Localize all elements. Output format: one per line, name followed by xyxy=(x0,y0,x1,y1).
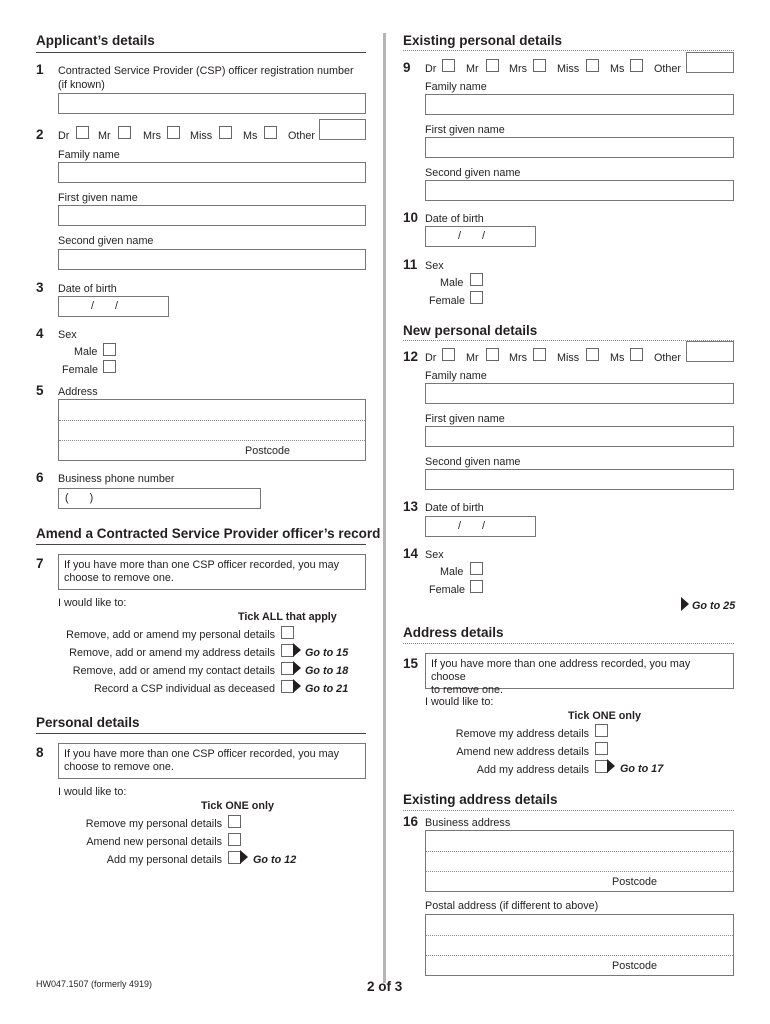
family-name-field[interactable] xyxy=(58,162,366,183)
second-given-name-label: Second given name xyxy=(58,235,154,247)
q13-number: 13 xyxy=(403,499,419,514)
title-mr-checkbox[interactable] xyxy=(486,59,499,72)
q15-number: 15 xyxy=(403,656,419,671)
male-label: Male xyxy=(74,346,98,358)
male-checkbox[interactable] xyxy=(470,273,483,286)
q15-option-remove-checkbox[interactable] xyxy=(595,724,608,737)
first-given-name-field[interactable] xyxy=(58,205,366,226)
date-of-birth-field[interactable] xyxy=(425,516,536,537)
title-other-field[interactable] xyxy=(686,341,734,362)
heading-rule xyxy=(36,52,366,53)
csp-registration-number-field[interactable] xyxy=(58,93,366,114)
go-to-arrow-icon xyxy=(293,661,301,675)
q15-note xyxy=(425,653,734,696)
title-other-field[interactable] xyxy=(686,52,734,73)
q7-note-line1: If you have more than one CSP officer recorded, you may xyxy=(64,559,340,571)
q8-note xyxy=(58,743,366,779)
title-mr-checkbox[interactable] xyxy=(486,348,499,361)
male-checkbox[interactable] xyxy=(470,562,483,575)
q8-would-like: I would like to: xyxy=(58,786,127,798)
heading-dotted-rule xyxy=(403,643,734,644)
q12-number: 12 xyxy=(403,349,419,364)
q14-number: 14 xyxy=(403,546,419,561)
family-name-field[interactable] xyxy=(425,383,734,404)
female-label: Female xyxy=(429,295,466,307)
new-personal-details-heading: New personal details xyxy=(403,323,538,338)
date-of-birth-label: Date of birth xyxy=(58,283,117,295)
go-to-arrow-icon xyxy=(293,643,301,657)
title-miss-checkbox[interactable] xyxy=(586,348,599,361)
business-phone-field[interactable] xyxy=(58,488,261,509)
date-of-birth-field[interactable] xyxy=(58,296,169,317)
title-dr-checkbox[interactable] xyxy=(76,126,89,139)
personal-details-heading: Personal details xyxy=(36,715,140,730)
female-checkbox[interactable] xyxy=(470,580,483,593)
page-number: 2 of 3 xyxy=(367,979,403,994)
title-dr-label: Dr xyxy=(425,63,437,75)
first-given-name-label: First given name xyxy=(425,124,505,136)
q8-option-add-label: Add my personal details xyxy=(106,854,222,866)
q15-option-add-label: Add my address details xyxy=(476,764,589,776)
family-name-label: Family name xyxy=(58,149,120,161)
business-address-label: Business address xyxy=(425,817,511,829)
title-ms-checkbox[interactable] xyxy=(264,126,277,139)
address-line-divider xyxy=(426,871,733,872)
title-mrs-label: Mrs xyxy=(143,130,161,142)
q8-goto-12: Go to 12 xyxy=(253,854,297,866)
go-to-arrow-icon xyxy=(607,759,615,773)
title-dr-checkbox[interactable] xyxy=(442,59,455,72)
title-dr-label: Dr xyxy=(58,130,70,142)
q7-option-personal-checkbox[interactable] xyxy=(281,626,294,639)
title-ms-checkbox[interactable] xyxy=(630,59,643,72)
title-miss-label: Miss xyxy=(190,130,213,142)
q7-option-personal-label: Remove, add or amend my personal details xyxy=(66,629,275,641)
title-mrs-checkbox[interactable] xyxy=(533,59,546,72)
q7-note-line2: choose to remove one. xyxy=(64,572,174,584)
q10-number: 10 xyxy=(403,210,419,225)
q7-goto-21: Go to 21 xyxy=(305,683,349,695)
female-checkbox[interactable] xyxy=(470,291,483,304)
male-checkbox[interactable] xyxy=(103,343,116,356)
title-other-label: Other xyxy=(654,63,682,75)
address-line-divider xyxy=(59,440,365,441)
female-checkbox[interactable] xyxy=(103,360,116,373)
title-ms-label: Ms xyxy=(610,63,625,75)
title-mr-label: Mr xyxy=(466,63,479,75)
business-address-field[interactable] xyxy=(425,830,734,892)
date-of-birth-label: Date of birth xyxy=(425,213,484,225)
address-field[interactable] xyxy=(58,399,366,461)
q14-goto-25: Go to 25 xyxy=(692,600,736,612)
q7-tick-instruction: Tick ALL that apply xyxy=(238,611,337,623)
date-of-birth-field[interactable] xyxy=(425,226,536,247)
first-given-name-field[interactable] xyxy=(425,137,734,158)
date-separator: / / xyxy=(458,520,485,532)
form-code: HW047.1507 (formerly 4919) xyxy=(36,979,153,989)
family-name-field[interactable] xyxy=(425,94,734,115)
q7-option-contact-label: Remove, add or amend my contact details xyxy=(72,665,275,677)
family-name-label: Family name xyxy=(425,370,487,382)
q7-note xyxy=(58,554,366,590)
q7-goto-15: Go to 15 xyxy=(305,647,349,659)
address-line-divider xyxy=(59,420,365,421)
q1-label-sub: (if known) xyxy=(58,79,105,91)
postcode-label: Postcode xyxy=(612,876,658,888)
date-separator: / / xyxy=(91,300,118,312)
q1-number: 1 xyxy=(36,62,44,77)
title-miss-checkbox[interactable] xyxy=(219,126,232,139)
title-mr-checkbox[interactable] xyxy=(118,126,131,139)
q15-would-like: I would like to: xyxy=(425,696,494,708)
title-other-label: Other xyxy=(288,130,316,142)
q16-number: 16 xyxy=(403,814,419,829)
postal-address-field[interactable] xyxy=(425,914,734,976)
q11-number: 11 xyxy=(403,257,418,272)
title-ms-label: Ms xyxy=(610,352,625,364)
existing-address-details-heading: Existing address details xyxy=(403,792,558,807)
male-label: Male xyxy=(440,566,464,578)
q15-note-line1: If you have more than one address recorded, you may choose xyxy=(431,658,691,683)
postcode-label: Postcode xyxy=(245,445,291,457)
sex-label: Sex xyxy=(425,549,444,561)
second-given-name-field[interactable] xyxy=(425,180,734,201)
title-miss-label: Miss xyxy=(557,63,580,75)
female-label: Female xyxy=(62,364,99,376)
column-divider xyxy=(383,33,386,983)
heading-rule xyxy=(36,544,366,545)
q8-option-amend-checkbox[interactable] xyxy=(228,833,241,846)
date-separator: / / xyxy=(458,230,485,242)
postal-address-label: Postal address (if different to above) xyxy=(425,900,599,912)
address-line-divider xyxy=(426,955,733,956)
heading-dotted-rule xyxy=(403,340,734,341)
q7-option-deceased-label: Record a CSP individual as deceased xyxy=(93,683,275,695)
q8-note-line1: If you have more than one CSP officer recorded, you may xyxy=(64,748,340,760)
first-given-name-label: First given name xyxy=(425,413,505,425)
address-label: Address xyxy=(58,386,98,398)
second-given-name-label: Second given name xyxy=(425,167,521,179)
second-given-name-field[interactable] xyxy=(58,249,366,270)
first-given-name-label: First given name xyxy=(58,192,138,204)
q7-number: 7 xyxy=(36,556,44,571)
q7-would-like: I would like to: xyxy=(58,597,127,609)
business-phone-label: Business phone number xyxy=(58,473,175,485)
title-dr-checkbox[interactable] xyxy=(442,348,455,361)
title-mrs-label: Mrs xyxy=(509,352,527,364)
q7-goto-18: Go to 18 xyxy=(305,665,349,677)
q1-label: Contracted Service Provider (CSP) officer registration number xyxy=(58,65,354,77)
heading-dotted-rule xyxy=(403,810,734,811)
q15-tick-instruction: Tick ONE only xyxy=(568,710,642,722)
title-miss-checkbox[interactable] xyxy=(586,59,599,72)
address-details-heading: Address details xyxy=(403,625,504,640)
second-given-name-label: Second given name xyxy=(425,456,521,468)
q8-number: 8 xyxy=(36,745,44,760)
q15-option-remove-label: Remove my address details xyxy=(455,728,589,740)
area-code-brackets: ( ) xyxy=(65,492,94,504)
title-mrs-checkbox[interactable] xyxy=(167,126,180,139)
postcode-label: Postcode xyxy=(612,960,658,972)
q3-number: 3 xyxy=(36,280,44,295)
go-to-arrow-icon xyxy=(293,679,301,693)
heading-rule xyxy=(36,733,366,734)
female-label: Female xyxy=(429,584,466,596)
q15-option-amend-label: Amend new address details xyxy=(456,746,589,758)
q5-number: 5 xyxy=(36,383,44,398)
title-mr-label: Mr xyxy=(98,130,111,142)
title-mrs-checkbox[interactable] xyxy=(533,348,546,361)
q2-number: 2 xyxy=(36,127,44,142)
second-given-name-field[interactable] xyxy=(425,469,734,490)
title-dr-label: Dr xyxy=(425,352,437,364)
q9-number: 9 xyxy=(403,60,411,75)
title-mrs-label: Mrs xyxy=(509,63,527,75)
q4-number: 4 xyxy=(36,326,44,341)
sex-label: Sex xyxy=(58,329,77,341)
q15-goto-17: Go to 17 xyxy=(620,763,664,775)
title-mr-label: Mr xyxy=(466,352,479,364)
title-other-field[interactable] xyxy=(319,119,366,140)
heading-dotted-rule xyxy=(403,50,734,51)
q8-note-line2: choose to remove one. xyxy=(64,761,174,773)
title-other-label: Other xyxy=(654,352,682,364)
date-of-birth-label: Date of birth xyxy=(425,502,484,514)
go-to-arrow-icon xyxy=(240,850,248,864)
q8-option-remove-checkbox[interactable] xyxy=(228,815,241,828)
title-ms-label: Ms xyxy=(243,130,258,142)
title-ms-checkbox[interactable] xyxy=(630,348,643,361)
title-miss-label: Miss xyxy=(557,352,580,364)
first-given-name-field[interactable] xyxy=(425,426,734,447)
q15-option-amend-checkbox[interactable] xyxy=(595,742,608,755)
amend-csp-record-heading: Amend a Contracted Service Provider officer’s record xyxy=(36,526,381,541)
sex-label: Sex xyxy=(425,260,444,272)
q8-tick-instruction: Tick ONE only xyxy=(201,800,275,812)
q8-option-amend-label: Amend new personal details xyxy=(86,836,222,848)
applicant-details-heading: Applicant’s details xyxy=(36,33,155,48)
address-line-divider xyxy=(426,851,733,852)
male-label: Male xyxy=(440,277,464,289)
q8-option-remove-label: Remove my personal details xyxy=(85,818,222,830)
q6-number: 6 xyxy=(36,470,44,485)
q7-option-address-label: Remove, add or amend my address details xyxy=(69,647,275,659)
q15-note-line2: to remove one. xyxy=(431,684,504,696)
existing-personal-details-heading: Existing personal details xyxy=(403,33,563,48)
go-to-arrow-icon xyxy=(681,597,689,611)
family-name-label: Family name xyxy=(425,81,487,93)
address-line-divider xyxy=(426,935,733,936)
